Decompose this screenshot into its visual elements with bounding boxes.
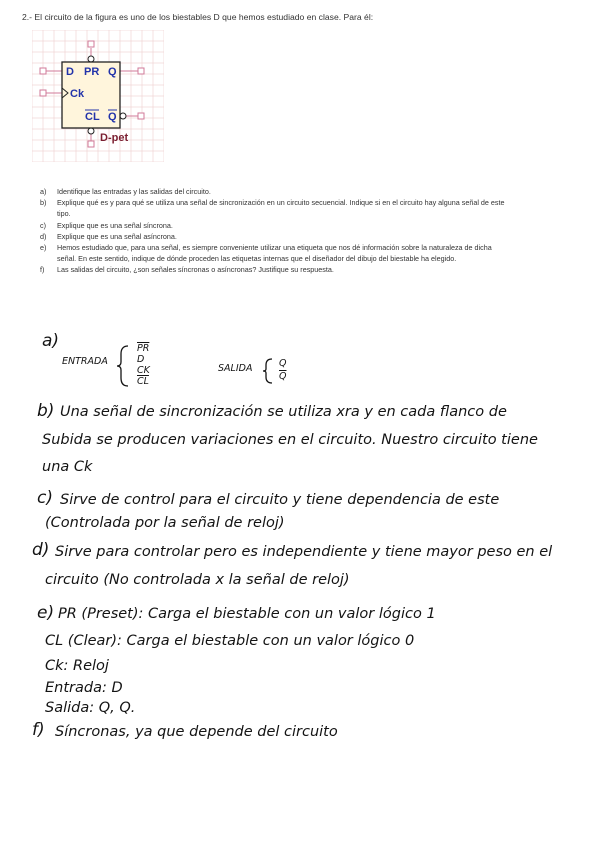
entrada-pr: $\overline{PR}$ (137, 343, 150, 354)
answer-e-line-4: Entrada: D (45, 680, 123, 696)
flip-flop-label: D-pet (100, 132, 129, 144)
salidas-label: SALIDA (218, 363, 253, 374)
question-items (40, 186, 510, 276)
item-f (40, 264, 510, 275)
item-text: Explique qué es y para qué se utiliza una señal de sincronización en un circuito secuencial. Indique si en el circuito hay alguna señal de este tipo. (57, 198, 505, 219)
item-label: e) (40, 243, 47, 253)
item-e (40, 242, 510, 264)
pin-pr: PR (84, 66, 100, 78)
answer-f-label: f) (32, 720, 45, 740)
item-text: Explique que es una señal asíncrona. (57, 231, 177, 241)
answer-e-line-3: Ck: Reloj (45, 658, 109, 674)
answer-e-line-1: PR (Preset): Carga el biestable con un valor lógico 1 (58, 606, 436, 622)
answer-b-line-1: Una señal de sincronización se utiliza xra y en cada flanco de (60, 404, 507, 420)
item-b (40, 197, 510, 219)
pr-inversion-bubble (88, 56, 94, 62)
item-label: d) (40, 231, 47, 241)
answer-b-line-2: Subida se producen variaciones en el circuito. Nuestro circuito tiene (42, 432, 538, 448)
answer-e-line-5: Salida: Q, Q. (45, 700, 136, 716)
salida-qbar: $\overline{Q}$ (279, 371, 287, 382)
salida-q: Q (279, 358, 287, 369)
item-d (40, 231, 510, 242)
salidas-brace-icon (262, 357, 274, 385)
answer-e-line-2: CL (Clear): Carga el biestable con un valor lógico 0 (45, 633, 415, 649)
answer-f-line-1: Síncronas, ya que depende del circuito (55, 724, 338, 740)
item-text: Identifique las entradas y las salidas del circuito. (57, 187, 211, 196)
item-text: Las salidas del circuito, ¿son señales síncronas o asíncronas? Justifique su respuesta. (57, 265, 334, 275)
pin-ck: Ck (70, 88, 85, 100)
answer-c-label: c) (37, 488, 53, 508)
question-title: 2.- El circuito de la figura es uno de los biestables D que hemos estudiado en clase. Para él: (22, 12, 374, 22)
pin-qbar: Q (108, 111, 117, 123)
flip-flop-figure (32, 30, 164, 162)
answer-d-line-1: Sirve para controlar pero es independiente y tiene mayor peso en el (55, 544, 553, 560)
item-label: a) (40, 187, 47, 196)
answer-c-line-2: (Controlada por la señal de reloj) (45, 515, 285, 531)
answer-a-label: a) (42, 331, 60, 351)
item-c (40, 220, 510, 231)
item-a (40, 186, 510, 197)
entradas-label: ENTRADA (62, 356, 108, 367)
entradas-brace-icon (116, 344, 130, 388)
cl-inversion-bubble (88, 128, 94, 134)
item-label: b) (40, 198, 47, 208)
answer-d-line-2: circuito (No controlada x la señal de reloj) (45, 572, 350, 588)
answer-b-label: b) (37, 401, 55, 421)
entrada-ck: CK (137, 365, 150, 376)
answer-b-line-3: una Ck (42, 459, 93, 475)
item-label: f) (40, 265, 45, 275)
entrada-cl: $\overline{CL}$ (137, 376, 149, 387)
qbar-inversion-bubble (120, 113, 126, 119)
item-text: Hemos estudiado que, para una señal, es siempre conveniente utilizar una etiqueta que nos dé información sobre la naturaleza de dicha señal. En este sentido, indique de dónde proceden las etiquetas internas que el diseñador del dibujo del biestable ha elegido. (57, 243, 492, 264)
answer-e-label: e) (37, 603, 55, 623)
pin-cl: CL (85, 111, 100, 123)
pin-d: D (66, 66, 74, 78)
entrada-d: D (137, 354, 145, 365)
item-label: c) (40, 220, 46, 230)
pin-q: Q (108, 66, 117, 78)
answer-d-label: d) (32, 540, 50, 560)
item-text: Explique que es una señal síncrona. (57, 220, 173, 230)
answer-c-line-1: Sirve de control para el circuito y tiene dependencia de este (60, 492, 500, 508)
